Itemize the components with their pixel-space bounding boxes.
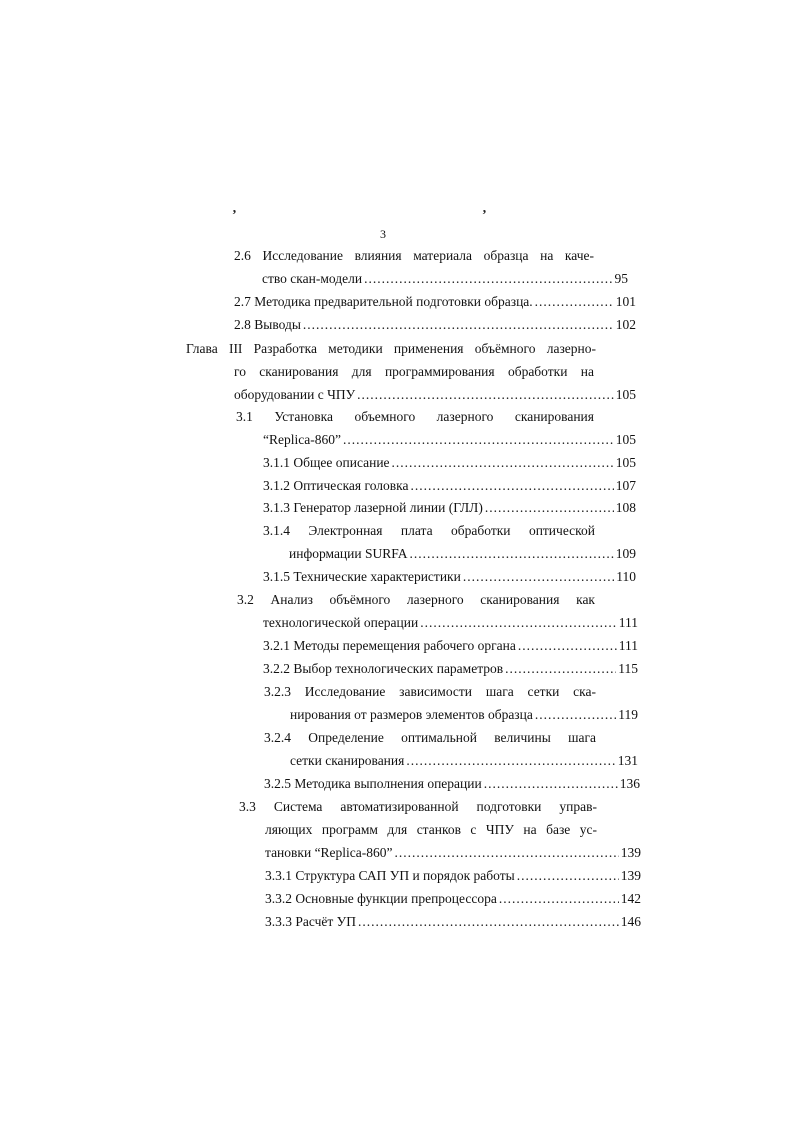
toc-page: 139 (620, 868, 641, 883)
toc-text: 3.2 Анализ объёмного лазерного сканирования как (237, 592, 595, 607)
toc-text: ляющих программ для станков с ЧПУ на базе ус- (265, 822, 597, 837)
toc-text: 3.2.2 Выбор технологических параметров (263, 661, 504, 676)
toc-page: 136 (619, 776, 640, 791)
toc-entry-3-3-3 (265, 912, 641, 932)
scan-mark: ʼ (232, 208, 237, 223)
toc-page: 105 (615, 455, 636, 470)
toc-text: 3.2.1 Методы перемещения рабочего органа (263, 638, 516, 653)
toc-leader (518, 636, 617, 656)
toc-text: сетки сканирования (290, 753, 405, 768)
toc-entry-3-3 (239, 797, 597, 817)
toc-chapter-3-cont2 (234, 385, 636, 405)
toc-leader (485, 498, 614, 518)
toc-leader (395, 843, 619, 863)
toc-text: 3.2.5 Методика выполнения операции (264, 776, 482, 791)
toc-text: 3.1.4 Электронная плата обработки оптической (263, 523, 595, 538)
toc-text: Глава III Разработка методики применения объёмного лазерно- (186, 341, 596, 356)
toc-page: 142 (620, 891, 641, 906)
toc-entry-2-6 (234, 246, 594, 266)
toc-page: 111 (618, 615, 638, 630)
toc-text: тановки “Replica-860” (265, 845, 393, 860)
toc-page: 146 (620, 914, 641, 929)
toc-entry-3-1-cont (263, 430, 636, 450)
toc-page: 109 (615, 546, 636, 561)
toc-page: 108 (615, 500, 636, 515)
toc-leader (406, 751, 615, 771)
toc-text: информации SURFA (289, 546, 408, 561)
toc-page: 107 (615, 478, 636, 493)
toc-entry-3-1-1 (263, 453, 636, 473)
toc-chapter-3-cont (234, 362, 594, 382)
toc-entry-3-1-2 (263, 476, 636, 496)
toc-page: 139 (620, 845, 641, 860)
toc-text: 3.1.2 Оптическая головка (263, 478, 409, 493)
toc-entry-3-3-1 (265, 866, 641, 886)
toc-entry-3-2-1 (263, 636, 638, 656)
toc-entry-2-8 (234, 315, 636, 335)
toc-page: 95 (614, 271, 628, 286)
toc-leader (505, 659, 616, 679)
toc-page: 102 (615, 317, 636, 332)
toc-page: 131 (617, 753, 638, 768)
toc-entry-3-3-2 (265, 889, 641, 909)
toc-leader (357, 385, 614, 405)
toc-text: оборудовании с ЧПУ (234, 387, 356, 402)
toc-leader (535, 705, 616, 725)
toc-entry-3-2 (237, 590, 595, 610)
toc-text: 3.3.2 Основные функции препроцессора (265, 891, 497, 906)
toc-entry-3-3-cont (265, 820, 597, 840)
toc-entry-3-2-2 (263, 659, 638, 679)
toc-entry-3-2-5 (264, 774, 640, 794)
toc-text: технологической операции (263, 615, 419, 630)
toc-text: 2.7 Методика предварительной подготовки образца. (234, 294, 533, 309)
toc-leader (517, 866, 619, 886)
toc-entry-2-6-cont (262, 269, 628, 289)
toc-leader (535, 292, 614, 312)
toc-leader (420, 613, 617, 633)
toc-leader (463, 567, 614, 587)
toc-text: го сканирования для программирования обработки на (234, 364, 594, 379)
toc-text: 3.2.4 Определение оптимальной величины шага (264, 730, 596, 745)
toc-text: 3.1 Установка объемного лазерного сканирования (236, 409, 594, 424)
toc-entry-3-1-4-cont (289, 544, 636, 564)
toc-page: 101 (615, 294, 636, 309)
toc-text: “Replica-860” (263, 432, 341, 447)
toc-text: 3.3.3 Расчёт УП (265, 914, 356, 929)
toc-text: нирования от размеров элементов образца (290, 707, 533, 722)
toc-page: 110 (616, 569, 636, 584)
toc-entry-3-1-3 (263, 498, 636, 518)
toc-leader (343, 430, 614, 450)
toc-text: 3.1.5 Технические характеристики (263, 569, 461, 584)
toc-entry-3-2-cont (263, 613, 638, 633)
toc-text: 2.6 Исследование влияния материала образца на каче- (234, 248, 594, 263)
toc-entry-3-1-5 (263, 567, 636, 587)
toc-leader (499, 889, 619, 909)
toc-page: 119 (618, 707, 638, 722)
toc-text: ство скан-модели (262, 271, 363, 286)
toc-entry-3-1-4 (263, 521, 595, 541)
toc-entry-3-3-cont2 (265, 843, 641, 863)
toc-entry-3-2-3-cont (290, 705, 638, 725)
toc-entry-3-2-4 (264, 728, 596, 748)
toc-leader (303, 315, 614, 335)
toc-entry-3-1 (236, 407, 594, 427)
toc-entry-3-2-3 (264, 682, 596, 702)
toc-page: 115 (618, 661, 638, 676)
toc-page: 111 (618, 638, 638, 653)
toc-page: 105 (615, 432, 636, 447)
toc-text: 3.1.1 Общее описание (263, 455, 390, 470)
toc-entry-3-2-4-cont (290, 751, 638, 771)
toc-chapter-3 (186, 339, 596, 359)
toc-text: 3.2.3 Исследование зависимости шага сетки ска- (264, 684, 596, 699)
toc-text: 3.3.1 Структура САП УП и порядок работы (265, 868, 515, 883)
toc-text: 3.1.3 Генератор лазерной линии (ГЛЛ) (263, 500, 483, 515)
toc-leader (358, 912, 619, 932)
toc-text: 3.3 Система автоматизированной подготовки управ- (239, 799, 597, 814)
scan-mark: ʼ (482, 208, 487, 223)
page-number: 3 (380, 227, 386, 241)
toc-page: 105 (615, 387, 636, 402)
toc-leader (364, 269, 612, 289)
toc-leader (411, 476, 614, 496)
toc-leader (410, 544, 614, 564)
toc-text: 2.8 Выводы (234, 317, 301, 332)
toc-leader (392, 453, 614, 473)
toc-leader (484, 774, 618, 794)
toc-entry-2-7 (234, 292, 636, 312)
